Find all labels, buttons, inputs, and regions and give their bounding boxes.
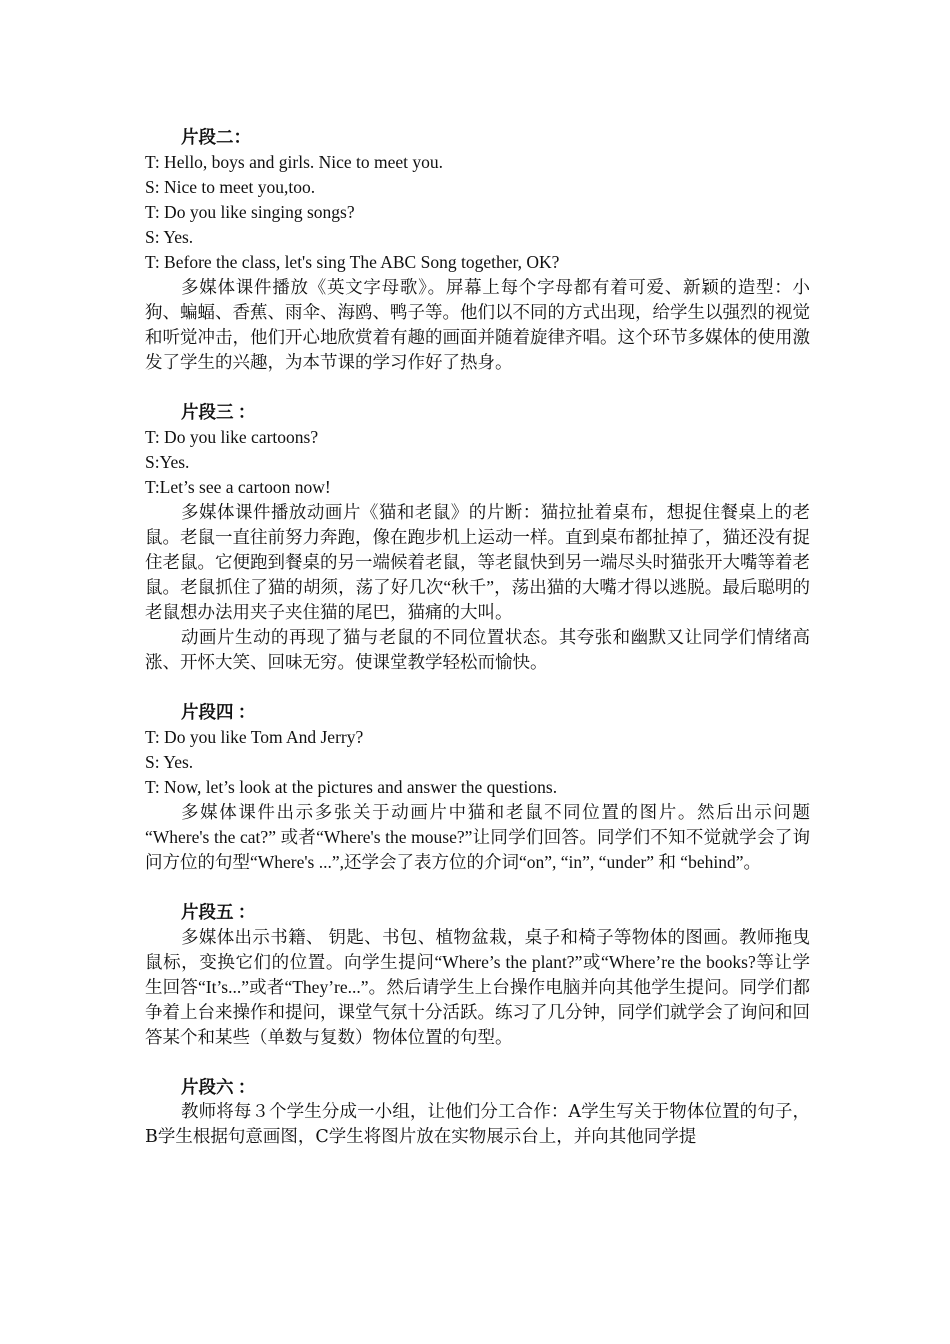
- section-spacer: [145, 375, 810, 399]
- section-3-heading: 片段三 ：: [181, 402, 256, 422]
- dialogue-line: T: Do you like singing songs?: [145, 202, 355, 222]
- dialogue-line: S:Yes.: [145, 452, 190, 472]
- dialogue-line: T: Now, let’s look at the pictures and answer the questions.: [145, 777, 558, 797]
- document-body: [145, 124, 810, 1150]
- section-6-paragraph: 教师将每３个学生分成一小组，让他们分工合作：A学生写关于物体位置的句子，B学生根据句意画图，C学生将图片放在实物展示台上，并向其他同学提: [145, 1102, 810, 1147]
- dialogue-line: T: Do you like Tom And Jerry?: [145, 727, 364, 747]
- section-2-paragraph: 多媒体课件播放《英文字母歌》。屏幕上每个字母都有着可爱、新颖的造型：小狗、蝙蝠、香蕉、雨伞、海鸥、鸭子等。他们以不同的方式出现，给学生以强烈的视觉和听觉冲击，他们开心地欣赏着有趣的画面并随着旋律齐唱。这个环节多媒体的使用激发了学生的兴趣，为本节课的学习作好了热身。: [145, 277, 810, 372]
- section-5-heading: 片段五 ：: [181, 902, 256, 922]
- dialogue-line: T: Hello, boys and girls. Nice to meet you.: [145, 152, 444, 172]
- dialogue-line: T: Do you like cartoons?: [145, 427, 319, 447]
- section-5-paragraph: 多媒体出示书籍、 钥匙、书包、植物盆栽，桌子和椅子等物体的图画。教师拖曳鼠标，变换它们的位置。向学生提问“Where’s the plant?”或“Where’re the books?等让学生回答“It’s...”或者“They’re...”。然后请学生上台操作电脑并向其他学生提问。同学们都争着上台来操作和提问，课堂气氛十分活跃。练习了几分钟，同学们就学会了询问和回答某个和某些（单数与复数）物体位置的句型。: [145, 927, 810, 1047]
- dialogue-line: S: Yes.: [145, 752, 194, 772]
- dialogue-line: T:Let’s see a cartoon now!: [145, 477, 331, 497]
- section-spacer: [145, 875, 810, 899]
- section-spacer: [145, 1050, 810, 1074]
- section-3-paragraph-1: 多媒体课件播放动画片《猫和老鼠》的片断：猫拉扯着桌布，想捉住餐桌上的老鼠。老鼠一直往前努力奔跑，像在跑步机上运动一样。直到桌布都扯掉了，猫还没有捉住老鼠。它便跑到餐桌的另一端候着老鼠，等老鼠快到另一端尽头时猫张开大嘴等着老鼠。老鼠抓住了猫的胡须，荡了好几次“秋千”，荡出猫的大嘴才得以逃脱。最后聪明的老鼠想办法用夹子夹住猫的尾巴，猫痛的大叫。: [145, 502, 810, 622]
- dialogue-line: T: Before the class, let's sing The ABC Song together, OK?: [145, 252, 560, 272]
- section-2-heading: 片段二：: [181, 127, 251, 147]
- dialogue-line: S: Nice to meet you,too.: [145, 177, 316, 197]
- section-4-paragraph: 多媒体课件出示多张关于动画片中猫和老鼠不同位置的图片。然后出示问题 “Where's the cat?” 或者“Where's the mouse?”让同学们回答。同学们不知不觉就学会了询问方位的句型“Where's ...”,还学会了表方位的介词“on”, “in”, “under” 和 “behind”。: [145, 802, 810, 872]
- section-4-heading: 片段四 ：: [181, 702, 256, 722]
- dialogue-line: S: Yes.: [145, 227, 194, 247]
- section-6-heading: 片段六 ：: [181, 1077, 256, 1097]
- section-3-paragraph-2: 动画片生动的再现了猫与老鼠的不同位置状态。其夸张和幽默又让同学们情绪高涨、开怀大笑、回味无穷。使课堂教学轻松而愉快。: [145, 627, 810, 672]
- section-spacer: [145, 675, 810, 699]
